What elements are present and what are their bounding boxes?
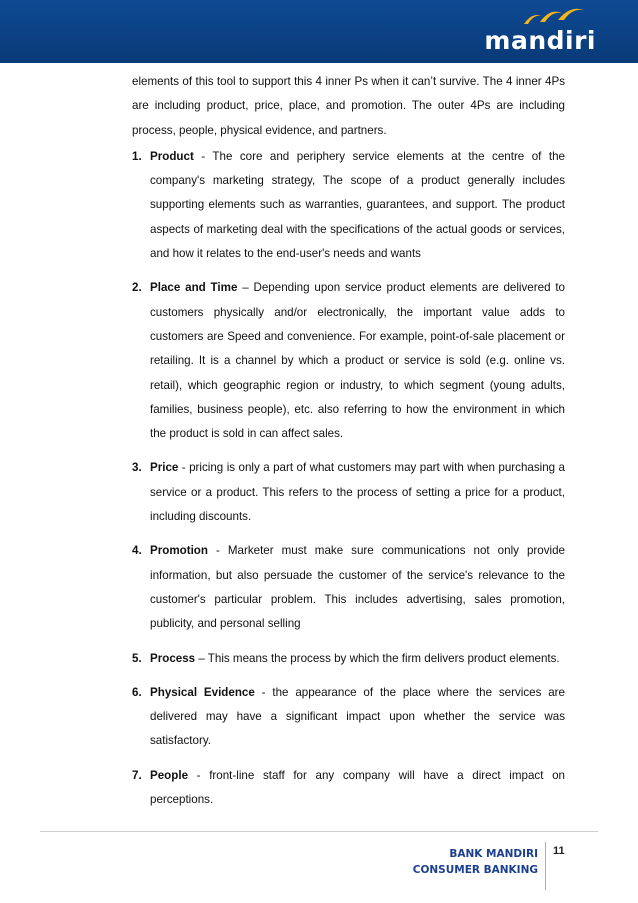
list-item-title: Process [150,651,196,665]
list-item-number: 2. [132,281,142,295]
logo-text: mandiri [484,26,596,55]
footer-brand [413,846,538,878]
list-item-title: Price [150,461,179,475]
list-item [132,647,565,671]
list-item-title: Physical Evidence [150,685,255,699]
page-body [132,70,565,822]
list-item-number: 1. [132,149,142,163]
list-item-title: Place and Time [150,281,238,295]
list-item-text: - The core and periphery service elements at the centre of the company's marketing strategy, The scope of a product generally includes supporting elements such as warranties, guarantees, and support. The product aspects of marketing deal with the specifications of the actual goods or services, and how it relates to the end-user's needs and wants [150,149,565,261]
list-item [132,276,565,446]
footer-brand-line1: BANK MANDIRI [449,848,538,860]
footer-divider [40,831,598,832]
header-banner [0,0,638,63]
list-item-text: - front-line staff for any company will have a direct impact on perceptions. [150,768,565,807]
marketing-mix-list [132,145,565,812]
list-item-text: – This means the process by which the firm delivers product elements. [195,651,560,665]
logo-wings-icon [522,6,596,28]
list-item-number: 7. [132,768,142,782]
list-item-title: Promotion [150,544,208,558]
list-item-number: 3. [132,461,142,475]
intro-paragraph: elements of this tool to support this 4 inner Ps when it can’t survive. The 4 inner 4Ps are including product, price, place, and promotion. The outer 4Ps are including process, people, physical evidence, and partners. [132,75,565,137]
list-item-text: – Depending upon service product elements are delivered to customers physically and/or electronically, the important value adds to customers are Speed and convenience. For example, point-of-sale placement or retailing. It is a channel by which a product or service is sold (e.g. online vs. retail), which geographic region or industry, to which segment (young adults, families, business people), etc. also referring to how the environment in which the product is sold in can affect sales. [150,281,565,441]
footer-brand-line2: CONSUMER BANKING [412,864,538,876]
list-item [132,145,565,266]
page-number: 11 [553,845,565,857]
list-item-text: - pricing is only a part of what customers may part with when purchasing a service or a product. This refers to the process of setting a price for a product, including discounts. [150,461,565,524]
list-item-title: Product [150,149,194,163]
mandiri-logo [476,6,596,58]
list-item-text: - Marketer must make sure communications not only provide information, but also persuade the customer of the service's relevance to the customer's particular problem. This includes advertising, sales promotion, publicity, and personal selling [150,544,565,631]
list-item-number: 4. [132,544,142,558]
list-item-text: - the appearance of the place where the services are delivered may have a significant impact upon whether the service was satisfactory. [150,685,565,748]
list-item [132,539,565,636]
list-item-number: 6. [132,685,142,699]
list-item [132,456,565,529]
list-item-title: People [150,768,189,782]
list-item-number: 5. [132,651,142,665]
footer-separator [545,842,546,890]
list-item [132,681,565,754]
list-item [132,764,565,813]
